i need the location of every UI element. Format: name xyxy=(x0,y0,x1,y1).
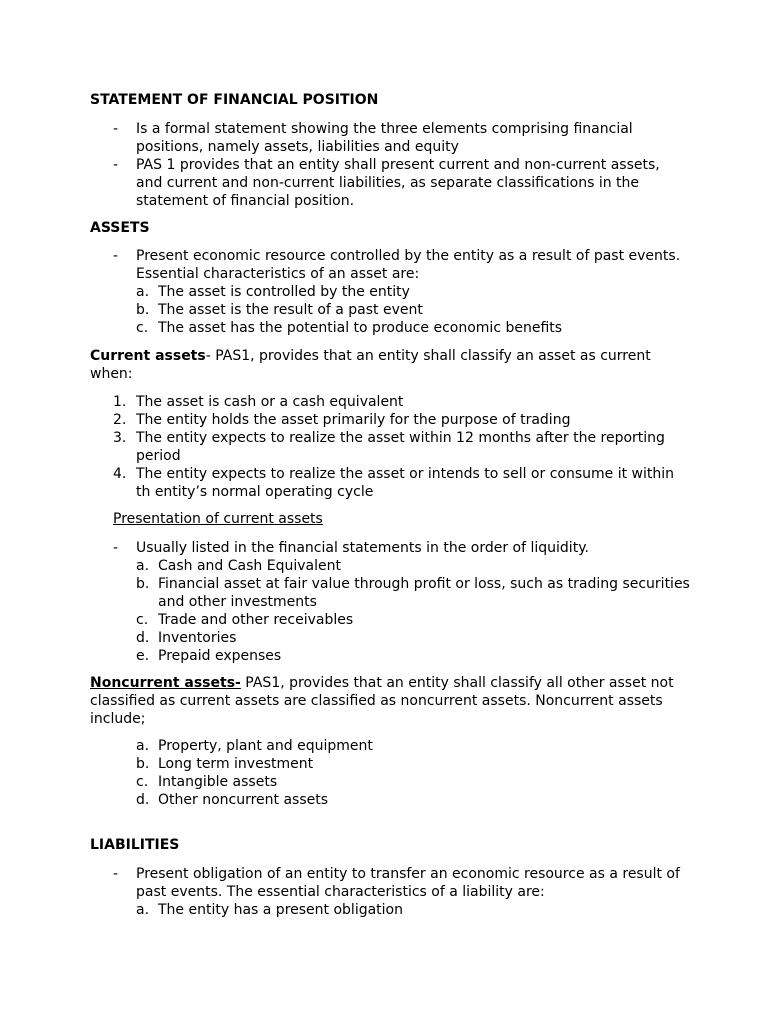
presentation-items-list xyxy=(90,557,690,665)
list-marker: a. xyxy=(136,284,150,300)
list-item-text: The entity expects to realize the asset or intends to sell or consume it within th entity’s normal operating cycle xyxy=(136,466,674,500)
list-item-text: Trade and other receivables xyxy=(158,612,354,628)
asset-characteristics-list xyxy=(90,283,690,337)
assets-heading: ASSETS xyxy=(90,220,150,236)
list-item-text: Inventories xyxy=(158,630,237,646)
list-item xyxy=(90,393,690,411)
list-item xyxy=(90,247,690,283)
list-item-text: Long term investment xyxy=(158,756,314,772)
list-item-text: PAS 1 provides that an entity shall present current and non-current assets, and current and non-current liabilities, as separate classifications in the statement of financial position. xyxy=(136,157,660,209)
current-assets-paragraph xyxy=(90,347,690,383)
list-item xyxy=(90,647,690,665)
list-item xyxy=(90,283,690,301)
current-assets-criteria-list xyxy=(90,393,690,501)
noncurrent-assets-paragraph xyxy=(90,674,690,728)
list-item xyxy=(90,539,690,557)
list-marker: a. xyxy=(136,738,150,754)
list-item-text: Financial asset at fair value through profit or loss, such as trading securities and other investments xyxy=(158,576,690,610)
list-item-text: Property, plant and equipment xyxy=(158,738,373,754)
list-marker: - xyxy=(113,866,119,882)
list-marker: 1. xyxy=(113,394,127,410)
list-item xyxy=(90,411,690,429)
list-marker: b. xyxy=(136,576,150,592)
list-item xyxy=(90,629,690,647)
intro-list xyxy=(90,120,690,210)
list-item-text: The entity expects to realize the asset within 12 months after the reporting period xyxy=(136,430,665,464)
presentation-heading: Presentation of current assets xyxy=(113,511,323,527)
list-marker: a. xyxy=(136,558,150,574)
list-item xyxy=(90,737,690,755)
list-item xyxy=(90,301,690,319)
list-marker: a. xyxy=(136,902,150,918)
list-marker: - xyxy=(113,248,119,264)
list-marker: b. xyxy=(136,302,150,318)
liability-characteristics-list xyxy=(90,901,690,919)
list-item-text: The asset is cash or a cash equivalent xyxy=(136,394,404,410)
list-item-text: The asset is controlled by the entity xyxy=(158,284,410,300)
list-marker: d. xyxy=(136,792,150,808)
list-item-text: Is a formal statement showing the three elements comprising financial positions, namely assets, liabilities and equity xyxy=(136,121,633,155)
document-title: STATEMENT OF FINANCIAL POSITION xyxy=(90,92,379,108)
list-item xyxy=(90,120,690,156)
current-assets-text: - PAS1, provides that an entity shall classify an asset as current when: xyxy=(90,348,651,382)
noncurrent-assets-text: PAS1, provides that an entity shall classify all other asset not classified as current assets are classified as noncurrent assets. Noncurrent assets include; xyxy=(90,675,674,727)
list-item xyxy=(90,575,690,611)
list-item xyxy=(90,901,690,919)
list-marker: b. xyxy=(136,756,150,772)
list-item-text: The asset is the result of a past event xyxy=(158,302,423,318)
list-marker: - xyxy=(113,121,119,137)
list-item xyxy=(90,319,690,337)
list-marker: c. xyxy=(136,774,149,790)
presentation-list xyxy=(90,539,690,557)
list-item-text: Prepaid expenses xyxy=(158,648,282,664)
list-item xyxy=(90,773,690,791)
list-item xyxy=(90,865,690,901)
list-item xyxy=(90,156,690,210)
list-item-text: Cash and Cash Equivalent xyxy=(158,558,341,574)
list-marker: c. xyxy=(136,612,149,628)
list-item-text: The asset has the potential to produce economic benefits xyxy=(158,320,563,336)
list-marker: c. xyxy=(136,320,149,336)
noncurrent-assets-label: Noncurrent assets- xyxy=(90,675,241,691)
list-item-text: Usually listed in the financial statements in the order of liquidity. xyxy=(136,540,589,556)
list-item-text: Present economic resource controlled by the entity as a result of past events. Essential characteristics of an asset are: xyxy=(136,248,681,282)
liabilities-definition-list xyxy=(90,865,690,901)
list-marker: d. xyxy=(136,630,150,646)
list-marker: - xyxy=(113,540,119,556)
list-item xyxy=(90,465,690,501)
liabilities-heading: LIABILITIES xyxy=(90,837,180,853)
list-item xyxy=(90,755,690,773)
list-marker: 4. xyxy=(113,466,127,482)
noncurrent-assets-list xyxy=(90,737,690,809)
current-assets-label: Current assets xyxy=(90,348,206,364)
list-marker: e. xyxy=(136,648,150,664)
list-item xyxy=(90,611,690,629)
list-item xyxy=(90,557,690,575)
list-item-text: The entity has a present obligation xyxy=(158,902,403,918)
assets-definition-list xyxy=(90,247,690,283)
list-marker: 2. xyxy=(113,412,127,428)
list-marker: - xyxy=(113,157,119,173)
list-item-text: Intangible assets xyxy=(158,774,278,790)
list-item xyxy=(90,791,690,809)
list-item-text: Present obligation of an entity to transfer an economic resource as a result of past events. The essential characteristics of a liability are: xyxy=(136,866,680,900)
list-marker: 3. xyxy=(113,430,127,446)
list-item-text: Other noncurrent assets xyxy=(158,792,329,808)
list-item-text: The entity holds the asset primarily for the purpose of trading xyxy=(136,412,571,428)
list-item xyxy=(90,429,690,465)
